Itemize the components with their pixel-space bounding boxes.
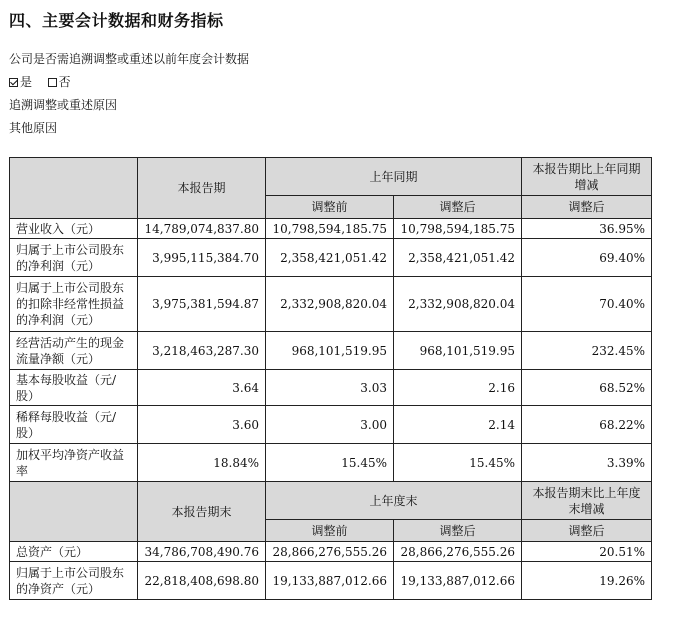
table-row (10, 406, 652, 444)
header-change: 本报告期比上年同期增减 (522, 158, 652, 196)
change-value: 232.45% (522, 332, 652, 370)
change-value: 68.22% (522, 406, 652, 444)
current-value: 3.64 (138, 370, 266, 406)
header-current-period: 本报告期 (138, 158, 266, 219)
after-value: 968,101,519.95 (394, 332, 522, 370)
financial-indicators-table (9, 157, 652, 600)
after-value: 15.45% (394, 444, 522, 482)
before-value: 2,332,908,820.04 (266, 277, 394, 332)
table-row (10, 542, 652, 562)
table-row (10, 219, 652, 239)
header-change-after: 调整后 (522, 196, 652, 219)
before-value: 28,866,276,555.26 (266, 542, 394, 562)
change-value: 70.40% (522, 277, 652, 332)
no-checkbox[interactable] (48, 78, 57, 87)
table1-header-row (10, 158, 652, 196)
row-label: 基本每股收益（元/股） (10, 370, 138, 406)
before-value: 3.00 (266, 406, 394, 444)
before-value: 15.45% (266, 444, 394, 482)
section-title: 四、主要会计数据和财务指标 (9, 11, 224, 30)
current-value: 3,995,115,384.70 (138, 239, 266, 277)
change-value: 69.40% (522, 239, 652, 277)
row-label: 营业收入（元） (10, 219, 138, 239)
after-value: 19,133,887,012.66 (394, 562, 522, 600)
current-value: 3,218,463,287.30 (138, 332, 266, 370)
current-value: 18.84% (138, 444, 266, 482)
after-value: 2.16 (394, 370, 522, 406)
header-change-after: 调整后 (522, 520, 652, 542)
row-label: 归属于上市公司股东的净利润（元） (10, 239, 138, 277)
table-row (10, 562, 652, 600)
header-after-adjustment: 调整后 (394, 520, 522, 542)
restatement-question: 公司是否需追溯调整或重述以前年度会计数据 (9, 52, 250, 66)
before-value: 10,798,594,185.75 (266, 219, 394, 239)
table2-header-row (10, 482, 652, 520)
row-label: 稀释每股收益（元/股） (10, 406, 138, 444)
yes-label: 是 (20, 75, 33, 89)
change-value: 36.95% (522, 219, 652, 239)
current-value: 3,975,381,594.87 (138, 277, 266, 332)
header-before-adjustment: 调整前 (266, 196, 394, 219)
header-prior-year-end: 上年度末 (266, 482, 522, 520)
change-value: 3.39% (522, 444, 652, 482)
table-row (10, 444, 652, 482)
yes-checkbox[interactable] (9, 78, 18, 87)
reason-value: 其他原因 (9, 121, 58, 135)
table-row (10, 332, 652, 370)
before-value: 2,358,421,051.42 (266, 239, 394, 277)
table-row (10, 370, 652, 406)
before-value: 19,133,887,012.66 (266, 562, 394, 600)
change-value: 19.26% (522, 562, 652, 600)
header-change-period-end: 本报告期末比上年度末增减 (522, 482, 652, 520)
after-value: 2,332,908,820.04 (394, 277, 522, 332)
no-label: 否 (58, 75, 71, 89)
before-value: 968,101,519.95 (266, 332, 394, 370)
header-before-adjustment: 调整前 (266, 520, 394, 542)
current-value: 34,786,708,490.76 (138, 542, 266, 562)
header-after-adjustment: 调整后 (394, 196, 522, 219)
current-value: 22,818,408,698.80 (138, 562, 266, 600)
header-prior-period: 上年同期 (266, 158, 522, 196)
row-label: 总资产（元） (10, 542, 138, 562)
row-label: 归属于上市公司股东的扣除非经常性损益的净利润（元） (10, 277, 138, 332)
row-label: 归属于上市公司股东的净资产（元） (10, 562, 138, 600)
restatement-options (9, 73, 71, 90)
change-value: 20.51% (522, 542, 652, 562)
table-row (10, 277, 652, 332)
after-value: 2.14 (394, 406, 522, 444)
reason-heading: 追溯调整或重述原因 (9, 98, 118, 112)
header-period-end: 本报告期末 (138, 482, 266, 542)
current-value: 3.60 (138, 406, 266, 444)
current-value: 14,789,074,837.80 (138, 219, 266, 239)
after-value: 2,358,421,051.42 (394, 239, 522, 277)
before-value: 3.03 (266, 370, 394, 406)
row-label: 经营活动产生的现金流量净额（元） (10, 332, 138, 370)
after-value: 10,798,594,185.75 (394, 219, 522, 239)
after-value: 28,866,276,555.26 (394, 542, 522, 562)
change-value: 68.52% (522, 370, 652, 406)
table-row (10, 239, 652, 277)
row-label: 加权平均净资产收益率 (10, 444, 138, 482)
